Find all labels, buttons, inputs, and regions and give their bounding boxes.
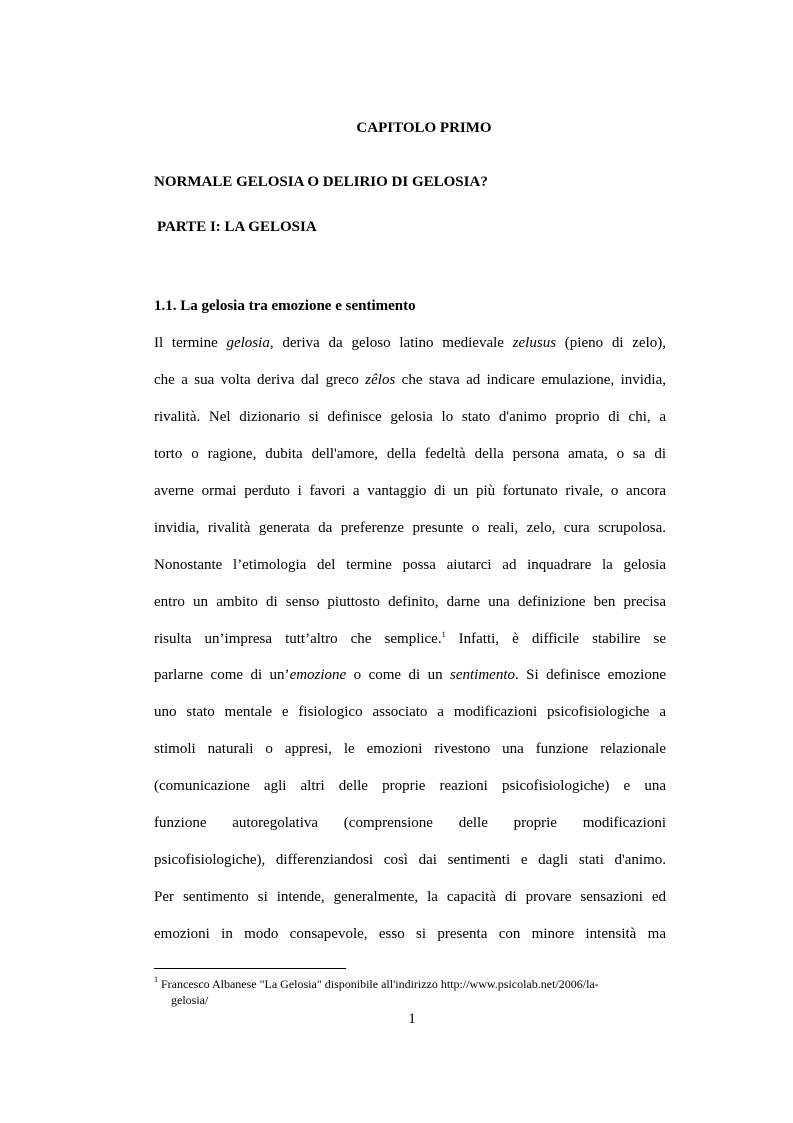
chapter-title: CAPITOLO PRIMO [356,120,492,136]
body-line: Il termine gelosia, deriva da geloso latino medievale zelusus (pieno di zelo), [154,335,667,351]
part-title: PARTE I: LA GELOSIA [157,219,317,235]
body-line: averne ormai perduto i favori a vantaggio di un più fortunato rivale, o ancora [154,483,666,499]
section-heading: 1.1. La gelosia tra emozione e sentimento [154,298,416,314]
page-number: 1 [408,1011,416,1027]
footnote-separator [154,968,346,969]
footnote-ref[interactable]: 1 [441,630,446,639]
body-line: emozioni in modo consapevole, esso si presenta con minore intensità ma [154,926,666,942]
body-line: psicofisiologiche), differenziandosi così dai sentimenti e dagli stati d'animo. [154,852,666,868]
body-line: entro un ambito di senso piuttosto definito, darne una definizione ben precisa [154,594,666,610]
main-title: NORMALE GELOSIA O DELIRIO DI GELOSIA? [154,174,488,190]
body-line: (comunicazione agli altri delle proprie reazioni psicofisiologiche) e una [154,778,666,794]
footnote-marker: 1 [154,975,158,984]
footnote-line: $^1$ Francesco Albanese "La Gelosia" disponibile all'indirizzo http://www.psicolab.net/2006/la- [154,975,599,991]
footnote-line: gelosia/ [171,993,209,1007]
body-line: parlarne come di un’emozione o come di un sentimento. Si definisce emozione [154,667,666,683]
body-line: funzione autoregolativa (comprensione delle proprie modificazioni [154,815,666,831]
body-line: torto o ragione, dubita dell'amore, della fedeltà della persona amata, o sa di [154,446,666,462]
body-line: che a sua volta deriva dal greco zêlos che stava ad indicare emulazione, invidia, [154,372,667,388]
body-line: Nonostante l’etimologia del termine possa aiutarci ad inquadrare la gelosia [154,557,666,573]
footnote [154,976,666,1008]
body-line: invidia, rivalità generata da preferenze presunte o reali, zelo, cura scrupolosa. [154,520,666,536]
body-line: risulta un’impresa tutt’altro che semplice.$^1$ Infatti, è difficile stabilire se [154,630,666,647]
body-line: rivalità. Nel dizionario si definisce gelosia lo stato d'animo proprio di chi, a [154,409,666,425]
body-line: stimoli naturali o appresi, le emozioni rivestono una funzione relazionale [154,741,666,757]
body-line: Per sentimento si intende, generalmente, la capacità di provare sensazioni ed [154,889,666,905]
body-line: uno stato mentale e fisiologico associato a modificazioni psicofisiologiche a [154,704,666,720]
